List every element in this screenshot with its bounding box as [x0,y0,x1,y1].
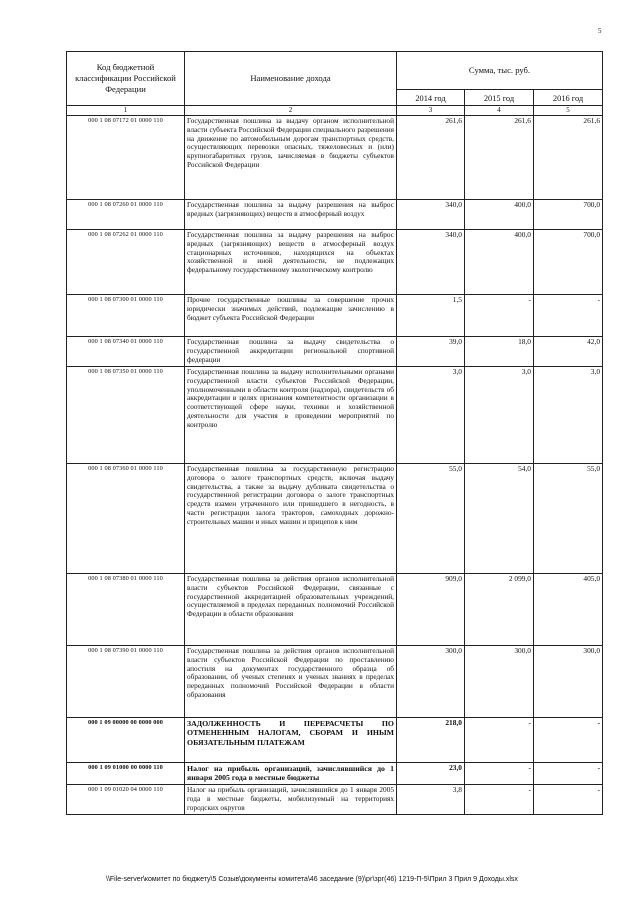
table-row [67,367,603,464]
income-name: Государственная пошлина за выдачу свидетельства о государственной аккредитации региональной спортивной федерации [185,337,397,367]
value-2014: 300,0 [397,646,465,718]
value-2015: - [465,718,534,763]
value-2014: 55,0 [397,464,465,574]
income-name: Государственная пошлина за действия органов исполнительной власти субъектов Российской Федерации, связанные с государственной аккредитацией образовательных учреждений, осуществляемой в пределах переданных полномочий Российской Федерации в области образования [185,574,397,646]
column-number: 1 [67,106,185,116]
table-row [67,718,603,763]
income-code: 000 1 09 01000 00 0000 110 [67,763,185,785]
income-name: ЗАДОЛЖЕННОСТЬ И ПЕРЕРАСЧЕТЫ ПО ОТМЕНЕННЫМ НАЛОГАМ, СБОРАМ И ИНЫМ ОБЯЗАТЕЛЬНЫМ ПЛАТЕЖАМ [185,718,397,763]
income-name: Налог на прибыль организаций, зачислявшийся до 1 января 2005 года в местные бюджеты [185,763,397,785]
column-number: 5 [534,106,603,116]
value-2015: 300,0 [465,646,534,718]
value-2015: 400,0 [465,200,534,230]
table-row [67,646,603,718]
value-2015: 18,0 [465,337,534,367]
header-name: Наименование дохода [185,52,397,106]
header-year-2016: 2016 год [534,90,603,106]
value-2016: - [534,295,603,337]
page-number: 5 [598,27,602,35]
value-2014: 909,0 [397,574,465,646]
value-2016: - [534,785,603,815]
value-2014: 340,0 [397,200,465,230]
table-row [67,116,603,200]
table-row [67,574,603,646]
value-2014: 3,8 [397,785,465,815]
income-name: Государственная пошлина за выдачу исполнительными органами государственной власти субъектов Российской Федерации, уполномоченными в области контроля (надзора), свидетельств об аккредитации в целях признания компетентности организации в соответствующей сфере науки, техники и хозяйственной деятельности для участия в проведении мероприятий по контролю [185,367,397,464]
value-2016: 300,0 [534,646,603,718]
value-2014: 340,0 [397,230,465,295]
income-name: Государственная пошлина за выдачу разрешения на выброс вредных (загрязняющих) веществ в атмосферный воздух стационарных источников, находящихся на объектах хозяйственной и иной деятельности, не подлежащих федеральному государственному экологическому контролю [185,230,397,295]
table-row [67,785,603,815]
value-2014: 261,6 [397,116,465,200]
value-2015: - [465,763,534,785]
table-row [67,464,603,574]
table-row [67,763,603,785]
income-code: 000 1 09 01020 04 0000 110 [67,785,185,815]
value-2014: 39,0 [397,337,465,367]
column-number: 4 [465,106,534,116]
income-code: 000 1 08 07360 01 0000 110 [67,464,185,574]
value-2016: 261,6 [534,116,603,200]
value-2015: - [465,785,534,815]
value-2016: 700,0 [534,200,603,230]
table-row [67,337,603,367]
value-2015: 400,0 [465,230,534,295]
income-name: Государственная пошлина за государственную регистрацию договора о залоге транспортных средств, включая выдачу свидетельства, а также за выдачу дубликата свидетельства о государственной регистрации договора о залоге транспортных средств взамен утраченного или пришедшего в негодность, в части регистрации залога тракторов, самоходных дорожно-строительных машин и иных машин и прицепов к ним [185,464,397,574]
income-code: 000 1 09 00000 00 0000 000 [67,718,185,763]
income-name: Налог на прибыль организаций, зачислявшийся до 1 января 2005 года в местные бюджеты, мобилизуемый на территориях городских округов [185,785,397,815]
value-2014: 23,0 [397,763,465,785]
value-2015: 54,0 [465,464,534,574]
column-number: 3 [397,106,465,116]
income-name: Государственная пошлина за выдачу разрешения на выброс вредных (загрязняющих) веществ в атмосферный воздух [185,200,397,230]
header-code: Код бюджетной классификации Российской Федерации [67,52,185,106]
value-2016: 3,0 [534,367,603,464]
income-name: Прочие государственные пошлины за совершение прочих юридически значимых действий, подлежащие зачислению в бюджет субъекта Российской Федерации [185,295,397,337]
income-code: 000 1 08 07300 01 0000 110 [67,295,185,337]
income-code: 000 1 08 07350 01 0000 110 [67,367,185,464]
value-2015: 261,6 [465,116,534,200]
income-code: 000 1 08 07172 01 0000 110 [67,116,185,200]
income-code: 000 1 08 07380 01 0000 110 [67,574,185,646]
value-2016: - [534,718,603,763]
value-2016: 405,0 [534,574,603,646]
header-year-2014: 2014 год [397,90,465,106]
income-code: 000 1 08 07262 01 0000 110 [67,230,185,295]
income-name: Государственная пошлина за действия органов исполнительной власти субъектов Российской Федерации по проставлению апостиля на документах государственного образца об образовании, об ученых степенях и ученых званиях в пределах переданных полномочий Российской Федерации в области образования [185,646,397,718]
value-2015: 2 099,0 [465,574,534,646]
income-code: 000 1 08 07340 01 0000 110 [67,337,185,367]
value-2015: - [465,295,534,337]
value-2016: - [534,763,603,785]
value-2014: 3,0 [397,367,465,464]
income-name: Государственная пошлина за выдачу органом исполнительной власти субъекта Российской Федерации специального разрешения на движение по автомобильным дорогам транспортных средств, осуществляющих перевозки опасных, тяжеловесных и (или) крупногабаритных грузов, зачисляемая в бюджеты субъектов Российской Федерации [185,116,397,200]
header-year-2015: 2015 год [465,90,534,106]
table-body [67,116,603,815]
table-row [67,230,603,295]
budget-table [66,51,603,815]
value-2016: 42,0 [534,337,603,367]
income-code: 000 1 08 07390 01 0000 110 [67,646,185,718]
header-sum: Сумма, тыс. руб. [397,52,603,90]
table-row [67,295,603,337]
value-2014: 1,5 [397,295,465,337]
file-path-footer: \\File-server\комитет по бюджету\5 Созыв\документы комитета\46 заседание (9)\рг\зрг(46) 1219-П-5\Прил 3 Прил 9 Доходы.xlsx [106,876,518,883]
column-number: 2 [185,106,397,116]
value-2014: 218,0 [397,718,465,763]
value-2016: 55,0 [534,464,603,574]
value-2015: 3,0 [465,367,534,464]
table-row [67,200,603,230]
income-code: 000 1 08 07260 01 0000 110 [67,200,185,230]
value-2016: 700,0 [534,230,603,295]
